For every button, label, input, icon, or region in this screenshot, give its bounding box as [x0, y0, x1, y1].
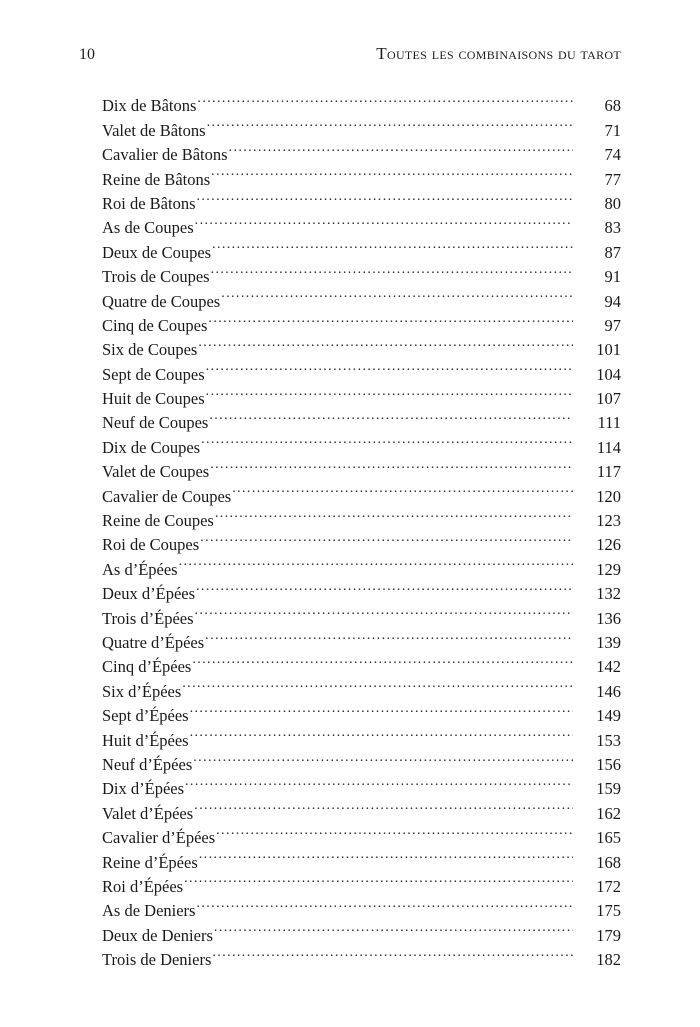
toc-entry-page: 146 — [596, 681, 621, 701]
toc-entry-title: Reine de Coupes — [102, 511, 214, 531]
page-number: 10 — [79, 46, 95, 63]
toc-entry-page: 149 — [596, 706, 621, 726]
dot-leader — [200, 526, 573, 550]
toc-entry-title: Cinq de Coupes — [102, 315, 208, 335]
toc-entry-title: Quatre d’Épées — [102, 632, 205, 652]
dot-leader — [195, 599, 573, 623]
toc-entry-title: Neuf d’Épées — [102, 754, 193, 774]
running-header — [79, 44, 621, 74]
toc-entry-title: Valet de Coupes — [102, 462, 210, 482]
toc-entry-page: 172 — [596, 876, 621, 896]
dot-leader — [194, 794, 573, 818]
dot-leader — [197, 87, 573, 111]
toc-entry-page: 179 — [596, 925, 621, 945]
dot-leader — [196, 892, 573, 916]
dot-leader — [221, 282, 573, 306]
dot-leader — [212, 233, 573, 257]
toc-entry-page: 139 — [596, 632, 621, 652]
toc-entry-title: Valet de Bâtons — [102, 120, 206, 140]
toc-entry-title: Reine d’Épées — [102, 852, 198, 872]
running-title: Toutes les combinaisons du tarot — [376, 44, 621, 63]
toc-entry-title: Roi de Coupes — [102, 535, 200, 555]
toc-entry-page: 132 — [596, 584, 621, 604]
dot-leader — [182, 672, 573, 696]
toc-entry-title: Sept d’Épées — [102, 706, 189, 726]
toc-entry-title: Roi de Bâtons — [102, 193, 196, 213]
toc-entry-title: Roi d’Épées — [102, 876, 184, 896]
toc-entry-page: 117 — [596, 462, 621, 482]
toc-entry-page: 68 — [604, 96, 621, 116]
toc-entry-title: Deux de Deniers — [102, 925, 213, 945]
toc-entry — [102, 87, 621, 116]
dot-leader — [195, 209, 573, 233]
toc-entry-title: As d’Épées — [102, 559, 178, 579]
toc-entry-title: Huit de Coupes — [102, 389, 205, 409]
toc-entry-page: 175 — [596, 901, 621, 921]
toc-entry-title: Sept de Coupes — [102, 364, 205, 384]
toc-entry-title: Huit d’Épées — [102, 730, 189, 750]
toc-entry-title: Six de Coupes — [102, 340, 198, 360]
dot-leader — [212, 941, 573, 965]
toc-entry-title: Trois de Coupes — [102, 267, 210, 287]
toc-entry-title: As de Deniers — [102, 901, 196, 921]
toc-entry-page: 71 — [604, 120, 621, 140]
toc-entry-page: 168 — [596, 852, 621, 872]
toc-entry-title: Cinq d’Épées — [102, 657, 192, 677]
toc-entry-title: Dix de Bâtons — [102, 96, 197, 116]
dot-leader — [190, 697, 573, 721]
dot-leader — [201, 428, 573, 452]
dot-leader — [207, 111, 573, 135]
toc-entry-page: 111 — [597, 413, 621, 433]
dot-leader — [190, 721, 573, 745]
toc-entry-title: Dix d’Épées — [102, 779, 185, 799]
toc-entry-page: 126 — [596, 535, 621, 555]
toc-entry-page: 107 — [596, 389, 621, 409]
dot-leader — [216, 819, 573, 843]
toc-entry — [102, 575, 621, 604]
dot-leader — [210, 453, 573, 477]
toc-entry-title: Deux de Coupes — [102, 242, 212, 262]
dot-leader — [229, 136, 573, 160]
toc-entry-title: Six d’Épées — [102, 681, 182, 701]
dot-leader — [232, 477, 573, 501]
toc-entry-page: 87 — [604, 242, 621, 262]
toc-entry-page: 165 — [596, 828, 621, 848]
dot-leader — [184, 868, 573, 892]
toc-entry-page: 80 — [604, 193, 621, 213]
toc-entry-title: Dix de Coupes — [102, 437, 201, 457]
toc-entry-page: 136 — [596, 608, 621, 628]
toc-entry-page: 120 — [596, 486, 621, 506]
toc-entry-title: Cavalier de Coupes — [102, 486, 232, 506]
toc-entry-page: 74 — [604, 145, 621, 165]
toc-entry-page: 182 — [596, 950, 621, 970]
toc-entry-title: Deux d’Épées — [102, 584, 196, 604]
dot-leader — [197, 185, 574, 209]
toc-entry-title: Trois d’Épées — [102, 608, 194, 628]
toc-entry-page: 123 — [596, 511, 621, 531]
dot-leader — [192, 648, 573, 672]
dot-leader — [209, 404, 573, 428]
toc-entry-page: 83 — [604, 218, 621, 238]
toc-entry-page: 153 — [596, 730, 621, 750]
toc-entry-page: 114 — [596, 437, 621, 457]
toc-entry-page: 97 — [604, 315, 621, 335]
toc-entry-title: Trois de Deniers — [102, 950, 212, 970]
dot-leader — [179, 550, 573, 574]
toc-entry — [102, 550, 621, 579]
dot-leader — [196, 575, 573, 599]
toc-entry-title: Quatre de Coupes — [102, 291, 221, 311]
dot-leader — [211, 160, 573, 184]
toc-entry-title: Neuf de Coupes — [102, 413, 209, 433]
dot-leader — [211, 258, 573, 282]
toc-entry-page: 104 — [596, 364, 621, 384]
toc-entry-title: Cavalier d’Épées — [102, 828, 216, 848]
dot-leader — [208, 307, 573, 331]
toc-entry-page: 159 — [596, 779, 621, 799]
toc-entry-title: Reine de Bâtons — [102, 169, 211, 189]
toc-entry-page: 77 — [604, 169, 621, 189]
dot-leader — [206, 380, 573, 404]
table-of-contents — [102, 87, 621, 970]
dot-leader — [193, 746, 573, 770]
toc-entry-page: 142 — [596, 657, 621, 677]
dot-leader — [206, 355, 573, 379]
toc-entry-title: Cavalier de Bâtons — [102, 145, 228, 165]
toc-entry-page: 94 — [604, 291, 621, 311]
toc-entry-title: Valet d’Épées — [102, 803, 194, 823]
dot-leader — [185, 770, 573, 794]
toc-entry-title: As de Coupes — [102, 218, 194, 238]
dot-leader — [198, 331, 573, 355]
dot-leader — [199, 843, 573, 867]
toc-entry-page: 91 — [604, 267, 621, 287]
dot-leader — [214, 916, 573, 940]
dot-leader — [205, 624, 573, 648]
toc-entry-page: 129 — [596, 559, 621, 579]
toc-entry-page: 101 — [596, 340, 621, 360]
toc-entry-page: 156 — [596, 754, 621, 774]
dot-leader — [215, 502, 573, 526]
toc-entry-page: 162 — [596, 803, 621, 823]
